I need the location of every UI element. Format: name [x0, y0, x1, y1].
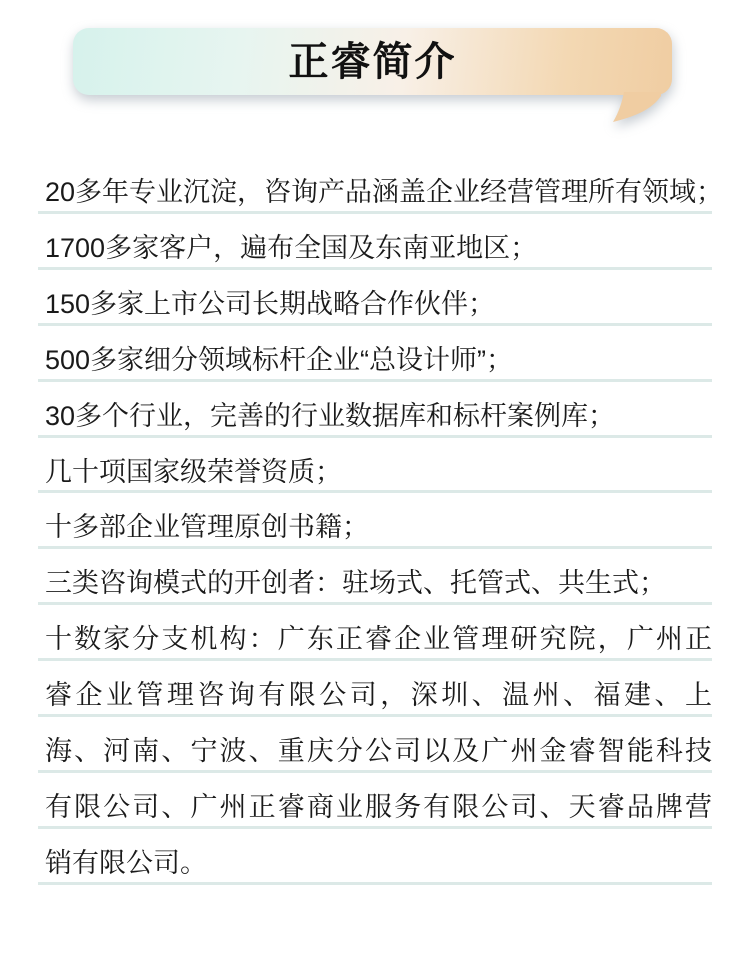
intro-list — [38, 158, 724, 885]
intro-line-5: 30多个行业，完善的行业数据库和标杆案例库； — [38, 382, 712, 438]
title-bubble — [73, 28, 672, 128]
intro-line-10: 睿企业管理咨询有限公司，深圳、温州、福建、上 — [38, 661, 712, 717]
intro-line-7: 十多部企业管理原创书籍； — [38, 493, 712, 549]
intro-line-9: 十数家分支机构：广东正睿企业管理研究院，广州正 — [38, 605, 712, 661]
intro-line-11: 海、河南、宁波、重庆分公司以及广州金睿智能科技 — [38, 717, 712, 773]
page-title: 正睿简介 — [288, 39, 457, 84]
intro-line-1: 20多年专业沉淀，咨询产品涵盖企业经营管理所有领域； — [38, 158, 712, 214]
intro-line-2: 1700多家客户，遍布全国及东南亚地区； — [38, 214, 712, 270]
intro-line-3: 150多家上市公司长期战略合作伙伴； — [38, 270, 712, 326]
title-bubble-body — [73, 28, 672, 95]
intro-line-8: 三类咨询模式的开创者：驻场式、托管式、共生式； — [38, 549, 712, 605]
intro-line-13: 销有限公司。 — [38, 829, 712, 885]
intro-line-4: 500多家细分领域标杆企业“总设计师”； — [38, 326, 712, 382]
speech-tail-icon — [612, 92, 662, 124]
intro-line-12: 有限公司、广州正睿商业服务有限公司、天睿品牌营 — [38, 773, 712, 829]
intro-line-6: 几十项国家级荣誉资质； — [38, 438, 712, 494]
